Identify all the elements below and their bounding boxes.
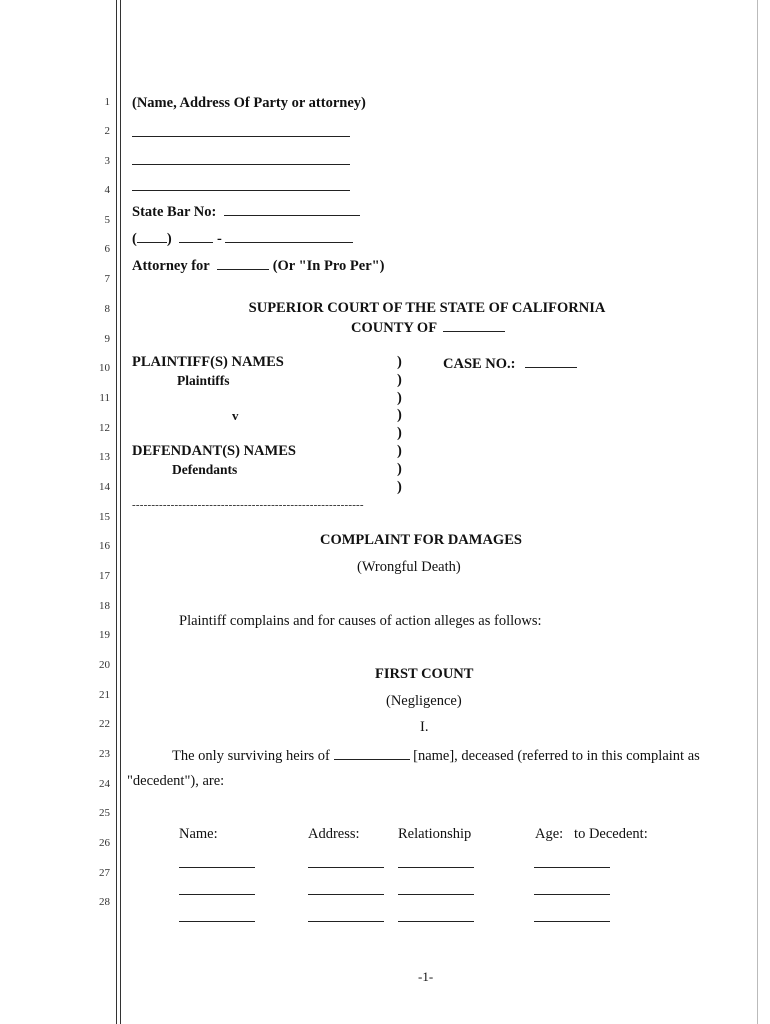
line-number: 8 xyxy=(104,303,110,315)
attorney-for-label: Attorney for xyxy=(132,258,210,274)
phone-prefix-field[interactable] xyxy=(179,229,213,243)
line-number: 15 xyxy=(99,511,110,523)
page-number: -1- xyxy=(418,969,434,984)
heir-age-field[interactable] xyxy=(534,867,610,868)
line-number: 6 xyxy=(104,243,110,255)
line-number: 7 xyxy=(104,273,110,285)
heir-age-field[interactable] xyxy=(534,921,610,922)
line-number: 16 xyxy=(99,540,110,552)
heirs-paragraph xyxy=(172,746,700,765)
address-line-1[interactable] xyxy=(132,136,350,137)
line-number: 26 xyxy=(99,837,110,849)
line-number: 3 xyxy=(104,155,110,167)
heirs-header-relationship: Relationship xyxy=(398,826,472,842)
phone-number-field[interactable] xyxy=(225,229,353,243)
plaintiffs-names: PLAINTIFF(S) NAMES xyxy=(132,354,284,370)
line-number: 28 xyxy=(99,896,110,908)
caption-paren: ) xyxy=(397,354,402,370)
heir-age-field[interactable] xyxy=(534,894,610,895)
attorney-for-row xyxy=(132,256,385,275)
line-number: 20 xyxy=(99,659,110,671)
heirs-header-address: Address: xyxy=(308,826,360,842)
line-number: 11 xyxy=(99,392,110,404)
line-number: 5 xyxy=(104,214,110,226)
case-number-field[interactable] xyxy=(525,354,577,368)
address-line-2[interactable] xyxy=(132,164,350,165)
line-number: 17 xyxy=(99,570,110,582)
heir-address-field[interactable] xyxy=(308,894,384,895)
case-number-row xyxy=(443,354,577,373)
line-number: 2 xyxy=(104,125,110,137)
county-field[interactable] xyxy=(443,318,505,332)
left-margin-rule xyxy=(116,0,117,1024)
heir-name-field[interactable] xyxy=(179,867,255,868)
heirs-header-age: Age: to Decedent: xyxy=(535,826,648,842)
line-number: 19 xyxy=(99,629,110,641)
left-margin-rule-inner xyxy=(120,0,121,1024)
heir-relationship-field[interactable] xyxy=(398,894,474,895)
line-number: 23 xyxy=(99,748,110,760)
caption-divider: ------------------------------------------------------------ xyxy=(132,499,364,511)
heirs-header-name: Name: xyxy=(179,826,218,842)
phone-open-paren: ( xyxy=(132,231,137,247)
caption-paren: ) xyxy=(397,372,402,388)
caption-paren: ) xyxy=(397,425,402,441)
phone-row xyxy=(132,229,353,248)
count-subtitle: (Negligence) xyxy=(386,693,462,709)
heirs-text-c: "decedent"), are: xyxy=(127,773,225,789)
line-number: 14 xyxy=(99,481,110,493)
county-label: COUNTY OF xyxy=(351,320,437,336)
pro-per-label: (Or "In Pro Per") xyxy=(272,258,385,274)
court-name: SUPERIOR COURT OF THE STATE OF CALIFORNIA xyxy=(248,300,606,316)
heir-address-field[interactable] xyxy=(308,867,384,868)
complaint-title: COMPLAINT FOR DAMAGES xyxy=(320,532,522,548)
defendants-label: Defendants xyxy=(172,462,238,477)
line-number: 18 xyxy=(99,600,110,612)
caption-paren: ) xyxy=(397,443,402,459)
section-number: I. xyxy=(420,719,429,735)
intro-paragraph: Plaintiff complains and for causes of action alleges as follows: xyxy=(179,613,542,629)
defendants-names: DEFENDANT(S) NAMES xyxy=(132,443,296,459)
line-number: 10 xyxy=(99,362,110,374)
state-bar-field[interactable] xyxy=(224,202,360,216)
caption-paren: ) xyxy=(397,461,402,477)
heir-name-field[interactable] xyxy=(179,921,255,922)
line-number: 9 xyxy=(104,333,110,345)
phone-dash: - xyxy=(216,231,222,247)
line-number: 21 xyxy=(99,689,110,701)
complaint-subtitle: (Wrongful Death) xyxy=(357,559,461,575)
line-number: 12 xyxy=(99,422,110,434)
line-number: 25 xyxy=(99,807,110,819)
line-number: 24 xyxy=(99,778,110,790)
plaintiffs-label: Plaintiffs xyxy=(177,373,230,388)
heirs-text-b: [name], deceased (referred to in this complaint as xyxy=(413,748,700,764)
count-title: FIRST COUNT xyxy=(375,666,474,682)
party-label: (Name, Address Of Party or attorney) xyxy=(132,95,366,111)
line-number: 13 xyxy=(99,451,110,463)
heir-relationship-field[interactable] xyxy=(398,867,474,868)
heir-name-field[interactable] xyxy=(179,894,255,895)
line-number: 4 xyxy=(104,184,110,196)
caption-paren: ) xyxy=(397,479,402,495)
line-number: 1 xyxy=(104,96,110,108)
state-bar-label: State Bar No: xyxy=(132,204,217,220)
caption-paren: ) xyxy=(397,390,402,406)
county-row xyxy=(351,318,505,337)
heir-relationship-field[interactable] xyxy=(398,921,474,922)
heir-address-field[interactable] xyxy=(308,921,384,922)
state-bar-row xyxy=(132,202,360,221)
address-line-3[interactable] xyxy=(132,190,350,191)
area-code-field[interactable] xyxy=(137,229,167,243)
caption-paren: ) xyxy=(397,407,402,423)
right-margin-rule xyxy=(757,0,758,1024)
line-number: 22 xyxy=(99,718,110,730)
phone-close-paren: ) xyxy=(166,231,172,247)
deceased-name-field[interactable] xyxy=(334,746,410,760)
versus-label: v xyxy=(232,408,239,423)
heirs-text-a: The only surviving heirs of xyxy=(172,748,330,764)
attorney-for-field[interactable] xyxy=(217,256,269,270)
line-number: 27 xyxy=(99,867,110,879)
case-number-label: CASE NO.: xyxy=(443,356,516,372)
